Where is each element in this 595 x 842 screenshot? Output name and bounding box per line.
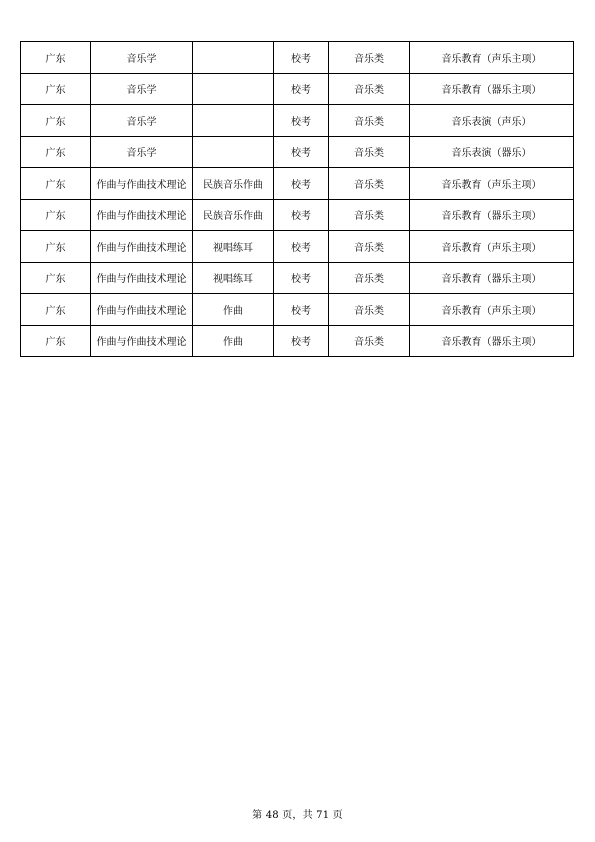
table-cell-direction: 作曲 <box>193 325 274 357</box>
table-cell-province: 广东 <box>21 262 91 294</box>
table-cell-major: 作曲与作曲技术理论 <box>91 199 193 231</box>
table-cell-province: 广东 <box>21 168 91 200</box>
table-cell-direction: 作曲 <box>193 294 274 326</box>
table-cell-category: 音乐类 <box>329 105 410 137</box>
table-cell-major: 音乐学 <box>91 136 193 168</box>
table-row <box>21 294 574 326</box>
table-cell-exam-subject: 音乐教育（声乐主项） <box>410 294 574 326</box>
table-cell-category: 音乐类 <box>329 199 410 231</box>
table-cell-province: 广东 <box>21 199 91 231</box>
table-cell-direction <box>193 105 274 137</box>
table-cell-exam-subject: 音乐教育（器乐主项） <box>410 262 574 294</box>
table-cell-direction <box>193 73 274 105</box>
table-cell-major: 作曲与作曲技术理论 <box>91 168 193 200</box>
table-row <box>21 325 574 357</box>
table-cell-major: 音乐学 <box>91 42 193 74</box>
table-row <box>21 262 574 294</box>
table-row <box>21 73 574 105</box>
table-cell-exam-type: 校考 <box>274 42 329 74</box>
table-cell-province: 广东 <box>21 42 91 74</box>
table-cell-exam-type: 校考 <box>274 231 329 263</box>
table-cell-category: 音乐类 <box>329 231 410 263</box>
table-row <box>21 199 574 231</box>
table-cell-major: 作曲与作曲技术理论 <box>91 262 193 294</box>
table-row <box>21 231 574 263</box>
table-cell-category: 音乐类 <box>329 168 410 200</box>
table-cell-exam-type: 校考 <box>274 325 329 357</box>
table-cell-exam-subject: 音乐表演（声乐） <box>410 105 574 137</box>
table-row <box>21 105 574 137</box>
table-row <box>21 42 574 74</box>
table-cell-province: 广东 <box>21 325 91 357</box>
table-cell-direction <box>193 136 274 168</box>
table-row <box>21 168 574 200</box>
table-cell-category: 音乐类 <box>329 294 410 326</box>
table-cell-direction: 民族音乐作曲 <box>193 168 274 200</box>
table-cell-direction: 民族音乐作曲 <box>193 199 274 231</box>
table-cell-exam-subject: 音乐教育（器乐主项） <box>410 325 574 357</box>
table-cell-exam-subject: 音乐教育（声乐主项） <box>410 168 574 200</box>
table-cell-exam-type: 校考 <box>274 199 329 231</box>
table-cell-exam-subject: 音乐教育（声乐主项） <box>410 42 574 74</box>
table-cell-province: 广东 <box>21 105 91 137</box>
table-cell-exam-subject: 音乐教育（器乐主项） <box>410 199 574 231</box>
table-cell-direction: 视唱练耳 <box>193 262 274 294</box>
table-cell-exam-type: 校考 <box>274 168 329 200</box>
table-cell-major: 音乐学 <box>91 73 193 105</box>
table-cell-direction: 视唱练耳 <box>193 231 274 263</box>
table-cell-province: 广东 <box>21 294 91 326</box>
table-cell-category: 音乐类 <box>329 136 410 168</box>
table-cell-exam-type: 校考 <box>274 105 329 137</box>
table-cell-major: 作曲与作曲技术理论 <box>91 294 193 326</box>
table-cell-exam-type: 校考 <box>274 262 329 294</box>
table-cell-major: 作曲与作曲技术理论 <box>91 325 193 357</box>
table-cell-exam-type: 校考 <box>274 73 329 105</box>
table-cell-exam-subject: 音乐表演（器乐） <box>410 136 574 168</box>
table-cell-category: 音乐类 <box>329 325 410 357</box>
table-cell-category: 音乐类 <box>329 42 410 74</box>
table-cell-province: 广东 <box>21 73 91 105</box>
table-row <box>21 136 574 168</box>
table-cell-exam-type: 校考 <box>274 136 329 168</box>
table-cell-exam-subject: 音乐教育（器乐主项） <box>410 73 574 105</box>
table-cell-direction <box>193 42 274 74</box>
table-cell-exam-subject: 音乐教育（声乐主项） <box>410 231 574 263</box>
admissions-table <box>20 41 574 357</box>
table-cell-province: 广东 <box>21 231 91 263</box>
page-number-footer: 第 48 页，共 71 页 <box>252 810 343 821</box>
table-cell-major: 作曲与作曲技术理论 <box>91 231 193 263</box>
table-cell-major: 音乐学 <box>91 105 193 137</box>
table-cell-province: 广东 <box>21 136 91 168</box>
table-cell-exam-type: 校考 <box>274 294 329 326</box>
table-cell-category: 音乐类 <box>329 262 410 294</box>
table-cell-category: 音乐类 <box>329 73 410 105</box>
